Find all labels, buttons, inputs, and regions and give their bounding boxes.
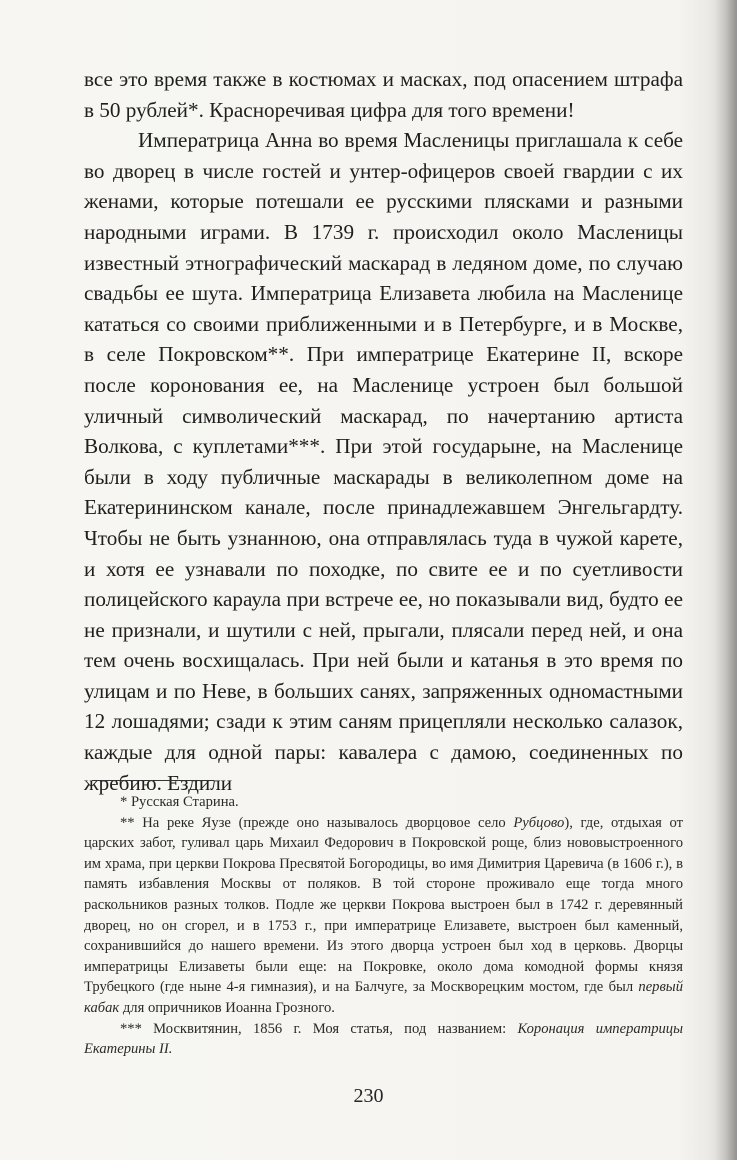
footnote-2-text-2: ), где, отдыхая от царских забот, гуливал царь Михаил Федорович в Покровской роще, близ нововыстроенного им храма, при церкви Покрова Пресвятой Богородицы, во имя Димитрия Царевича (в 1606 г.), в память избавления Москвы от поляков. В той стороне проживало еще тогда много раскольников разных толков. Подле же церкви Покрова выстроен был в 1742 г. деревянный дворец, но он сгорел, и в 1753 г., при императрице Елизавете, выстроен был каменный, сохранившийся до нашего времени. Из этого дворца устроен был ход в церковь. Дворцы императрицы Елизаветы были еще: на Покровке, около дома комодной формы князя Трубецкого (где ныне 4-я гимназия), и на Балчуге, за Москворецким мостом, где был [84, 814, 683, 996]
footnote-3-text-1: *** Москвитянин, 1856 г. Моя статья, под названием: [120, 1020, 518, 1037]
paragraph-1: все это время также в костюмах и масках, под опасением штрафа в 50 рублей*. Красноречивая цифра для того времени! [84, 67, 683, 122]
footnote-separator [92, 780, 214, 781]
footnote-2-text-1: ** На реке Яузе (прежде оно называлось дворцовое село [120, 814, 514, 831]
page-number: 230 [353, 1085, 384, 1107]
footnote-2-text-3: для опричников Иоанна Грозного. [119, 999, 335, 1016]
main-text [84, 64, 683, 798]
page-edge-shadow [715, 0, 737, 1160]
footnote-1: * Русская Старина. [120, 794, 239, 810]
paragraph-2: Императрица Анна во время Масленицы приглашала к себе во дворец в числе гостей и унтер-офицеров своей гвардии с их женами, которые потешали ее русскими плясками и разными народными играми. В 1739 г. происходил около Масленицы известный этнографический маскарад в ледяном доме, по случаю свадьбы ее шута. Императрица Елизавета любила на Масленице кататься со своими приближенными и в Петербурге, и в Москве, в селе Покровском**. При императрице Екатерине II, вскоре после коронования ее, на Масленице устроен был большой уличный символический маскарад, по начертанию артиста Волкова, с куплетами***. При этой государыне, на Масленице были в ходу публичные маскарады в великолепном доме на Екатерининском канале, после принадлежавшем Энгельгардту. Чтобы не быть узнанною, она отправлялась туда в чужой карете, и хотя ее узнавали по походке, по свите ее и по суетливости полицейского караула при встрече ее, но показывали вид, будто ее не признали, и шутили с ней, прыгали, плясали перед ней, и она тем очень восхищалась. При ней были и катанья в это время по улицам и по Неве, в больших санях, запряженных одномастными 12 лошадями; сзади к этим саням прицепляли несколько салазок, каждые для одной пары: кавалера с дамою, соединенных по жребию. Ездили [84, 128, 683, 795]
footnote-2 [84, 813, 683, 1019]
footnote-3 [84, 1019, 683, 1060]
footnote-2-italic-2: первый кабак [84, 979, 683, 1016]
footnote-3-italic: Коронация императрицы Екатерины II. [84, 1020, 683, 1058]
footnote-2-italic-1: Рубцово [513, 814, 565, 831]
footnotes [84, 792, 683, 1060]
